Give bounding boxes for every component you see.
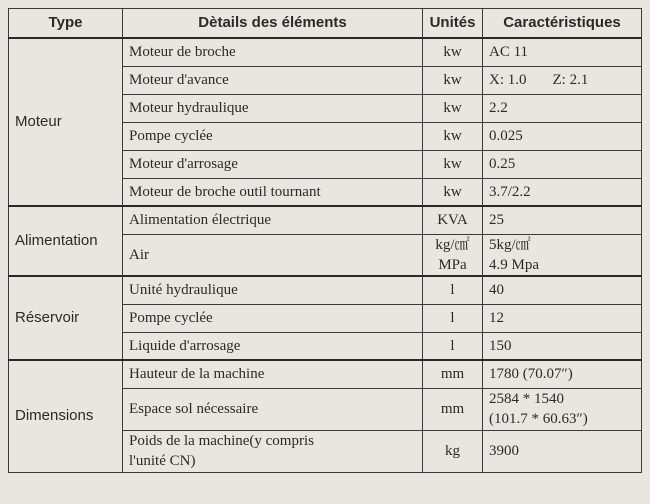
unit-cell: kw [423,94,483,122]
detail-cell: Espace sol nécessaire [123,388,423,430]
header-details: Dètails des éléments [123,9,423,39]
unit-cell: KVA [423,206,483,234]
detail-cell: Moteur de broche outil tournant [123,178,423,206]
detail-cell: Moteur d'avance [123,66,423,94]
detail-cell: Air [123,234,423,276]
unit-cell: kw [423,178,483,206]
header-type: Type [9,9,123,39]
value-cell: 3900 [483,430,642,472]
detail-cell: Moteur d'arrosage [123,150,423,178]
detail-cell: Liquide d'arrosage [123,332,423,360]
unit-cell: kw [423,150,483,178]
value-cell: 3.7/2.2 [483,178,642,206]
group-label-dimensions: Dimensions [9,360,123,472]
unit-cell: kg [423,430,483,472]
unit-cell: mm [423,360,483,388]
detail-line-2: l'unité CN) [129,453,196,469]
value-cell [483,388,642,430]
unit-cell: kw [423,38,483,66]
header-units: Unités [423,9,483,39]
value-x: X: 1.0 [489,72,527,88]
value-cell: AC 11 [483,38,642,66]
detail-line-1: Poids de la machine(y compris [129,433,314,449]
unit-cell: kw [423,66,483,94]
group-label-reservoir: Réservoir [9,276,123,360]
unit-cell: l [423,276,483,304]
value-cell: 1780 (70.07″) [483,360,642,388]
table-row [9,206,642,234]
detail-cell: Alimentation électrique [123,206,423,234]
value-line-1: 5kg/㎠ [489,236,531,253]
unit-cell [423,234,483,276]
value-cell [483,234,642,276]
detail-cell: Pompe cyclée [123,304,423,332]
value-cell: 12 [483,304,642,332]
header-characteristics: Caractéristiques [483,9,642,39]
detail-cell: Moteur hydraulique [123,94,423,122]
value-cell: 150 [483,332,642,360]
detail-cell: Moteur de broche [123,38,423,66]
spec-sheet [8,8,641,496]
value-cell: 0.25 [483,150,642,178]
unit-line-1: kg/㎠ [435,236,470,253]
table-row [9,38,642,66]
unit-line-2: MPa [438,256,467,273]
group-reservoir [9,276,642,360]
value-line-2: 4.9 Mpa [489,256,539,273]
unit-cell: l [423,332,483,360]
detail-cell: Unité hydraulique [123,276,423,304]
table-row [9,276,642,304]
unit-cell: l [423,304,483,332]
value-cell [483,66,642,94]
unit-cell: mm [423,388,483,430]
specifications-table [8,8,642,473]
detail-cell: Hauteur de la machine [123,360,423,388]
unit-cell: kw [423,122,483,150]
detail-cell [123,430,423,472]
table-row [9,360,642,388]
value-cell: 0.025 [483,122,642,150]
detail-cell: Pompe cyclée [123,122,423,150]
group-label-alimentation: Alimentation [9,206,123,276]
value-cell: 25 [483,206,642,234]
value-line-1: 2584 * 1540 [489,391,564,407]
group-alimentation [9,206,642,276]
group-label-moteur: Moteur [9,38,123,206]
group-dimensions [9,360,642,472]
value-cell: 2.2 [483,94,642,122]
value-line-2: (101.7 * 60.63″) [489,411,588,427]
group-moteur [9,38,642,206]
value-cell: 40 [483,276,642,304]
value-z: Z: 2.1 [552,72,589,88]
header-row [9,9,642,39]
